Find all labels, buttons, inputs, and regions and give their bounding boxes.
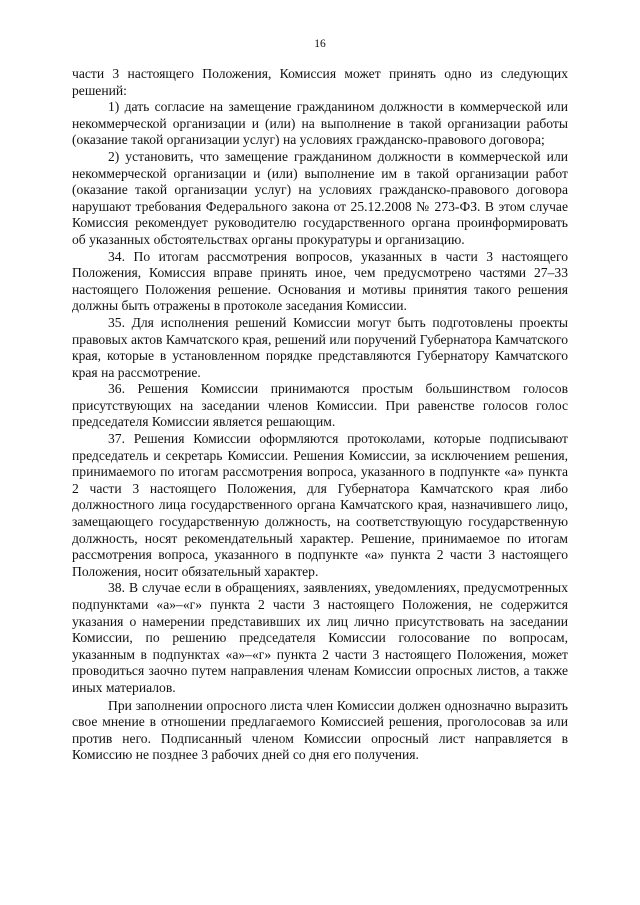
paragraph-clause-37: 37. Решения Комиссии оформляются протоколами, которые подписывают председатель и секретарь Комиссии. Решения Комиссии, за исключением решения, принимаемого по итогам рассмотрения вопроса, указанного в подпункте «а» пункта 2 части 3 настоящего Положения, для Губернатора Камчатского края либо должностного лица государственного органа Камчатского края, назначившего лицо, замещающего государственную должность, на соответствующую государственную должность, носят рекомендательный характер. Решение, принимаемое по итогам рассмотрения вопроса, указанного в подпункте «а» пункта 2 части 3 настоящего Положения, носит обязательный характер. xyxy=(72,431,568,579)
paragraph-option-2: 2) установить, что замещение гражданином должности в коммерческой или некоммерческой организации и (или) выполнение им в такой организации работ (оказание такой организации услуг) на условиях гражданско-правового договора нарушают требования Федерального закона от 25.12.2008 № 273-ФЗ. В этом случае Комиссия рекомендует руководителю государственного органа проинформировать об указанных обстоятельствах органы прокуратуры и организацию. xyxy=(72,148,568,247)
document-body xyxy=(72,66,568,764)
paragraph-option-1: 1) дать согласие на замещение гражданином должности в коммерческой или некоммерческой организации и (или) на выполнение в такой организации работы (оказание такой организации услуг) на условиях гражданско-правового договора; xyxy=(72,99,568,148)
paragraph-continuation: части 3 настоящего Положения, Комиссия может принять одно из следующих решений: xyxy=(72,66,568,98)
paragraph-voting-sheet: При заполнении опросного листа член Комиссии должен однозначно выразить свое мнение в отношении предлагаемого Комиссией решения, проголосовав за или против него. Подписанный членом Комиссии опросный лист направляется в Комиссию не позднее 3 рабочих дней со дня его получения. xyxy=(72,697,568,763)
paragraph-clause-34: 34. По итогам рассмотрения вопросов, указанных в части 3 настоящего Положения, Комиссия вправе принять иное, чем предусмотрено частями 27–33 настоящего Положения решение. Основания и мотивы принятия такого решения должны быть отражены в протоколе заседания Комиссии. xyxy=(72,248,568,314)
page-number: 16 xyxy=(314,38,326,50)
paragraph-clause-35: 35. Для исполнения решений Комиссии могут быть подготовлены проекты правовых актов Камчатского края, решений или поручений Губернатора Камчатского края, которые в установленном порядке представляются Губернатору Камчатского края на рассмотрение. xyxy=(72,314,568,380)
paragraph-clause-36: 36. Решения Комиссии принимаются простым большинством голосов присутствующих на заседании членов Комиссии. При равенстве голосов голос председателя Комиссии является решающим. xyxy=(72,381,568,430)
paragraph-clause-38: 38. В случае если в обращениях, заявлениях, уведомлениях, предусмотренных подпунктами «а»–«г» пункта 2 части 3 настоящего Положения, не содержится указания о намерении представивших их лиц лично присутствовать на заседании Комиссии, по решению председателя Комиссии голосование по вопросам, указанным в подпунктах «а»–«г» пункта 2 части 3 настоящего Положения, может проводиться заочно путем направления членам Комиссии опросных листов, а также иных материалов. xyxy=(72,580,568,695)
